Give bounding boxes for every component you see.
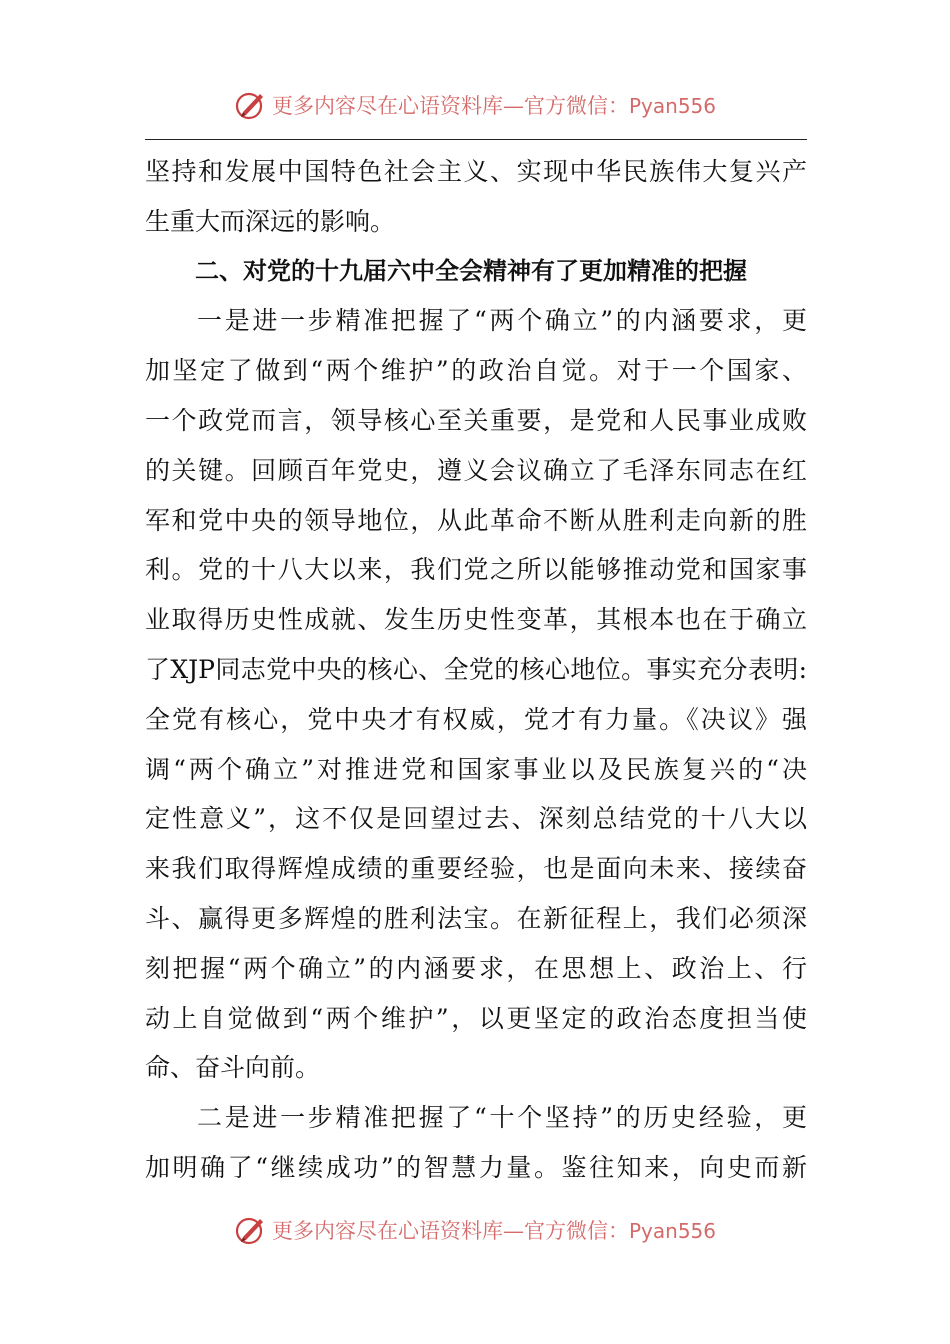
text-line: 一个政党而言，领导核心至关重要，是党和人民事业成败 xyxy=(145,405,807,435)
text-line: 军和党中央的领导地位，从此革命不断从胜利走向新的胜 xyxy=(145,505,807,535)
text-line: 加坚定了做到“两个维护”的政治自觉。对于一个国家、 xyxy=(145,356,807,386)
text-line: 斗、赢得更多辉煌的胜利法宝。在新征程上，我们必须深 xyxy=(145,903,807,933)
text-line: 一是进一步精准把握了“两个确立”的内涵要求，更 xyxy=(197,306,807,336)
header-banner xyxy=(0,83,950,127)
text-line: 利。党的十八大以来，我们党之所以能够推动党和国家事 xyxy=(145,555,807,585)
text-line: 坚持和发展中国特色社会主义、实现中华民族伟大复兴产 xyxy=(145,157,807,186)
text-line: 定性意义”，这不仅是回望过去、深刻总结党的十八大以 xyxy=(145,804,807,834)
text-line: 的关键。回顾百年党史，遵义会议确立了毛泽东同志在红 xyxy=(145,455,807,485)
header-wechat-id: Pyan556 xyxy=(628,94,716,118)
header-rule xyxy=(145,139,807,140)
text-line: 动上自觉做到“两个维护”，以更坚定的政治态度担当使 xyxy=(145,1003,807,1033)
footer-banner xyxy=(0,1208,950,1252)
text-line: 加明确了“继续成功”的智慧力量。鉴往知来，向史而新 xyxy=(145,1152,807,1182)
pen-logo-icon xyxy=(234,1213,268,1247)
footer-banner-text: 更多内容尽在心语资料库—官方微信：Pyan556 xyxy=(271,1219,716,1243)
section-heading: 二、对党的十九届六中全会精神有了更加精准的把握 xyxy=(195,256,747,285)
text-line: 业取得历史性成就、发生历史性变革，其根本也在于确立 xyxy=(145,605,807,635)
text-line: 刻把握“两个确立”的内涵要求，在思想上、政治上、行 xyxy=(145,953,807,983)
text-line: 来我们取得辉煌成绩的重要经验，也是面向未来、接续奋 xyxy=(145,854,807,884)
text-line: 生重大而深远的影响。 xyxy=(145,206,396,236)
text-line: 调“两个确立”对推进党和国家事业以及民族复兴的“决 xyxy=(145,754,807,784)
text-line: 全党有核心，党中央才有权威，党才有力量。《决议》强 xyxy=(145,704,807,734)
footer-wechat-id: Pyan556 xyxy=(628,1219,716,1243)
text-line: 命、奋斗向前。 xyxy=(145,1053,321,1083)
text-line: 二是进一步精准把握了“十个坚持”的历史经验，更 xyxy=(197,1103,807,1133)
pen-logo-icon xyxy=(234,88,268,122)
header-banner-text: 更多内容尽在心语资料库—官方微信：Pyan556 xyxy=(271,94,716,118)
text-line: 了XJP同志党中央的核心、全党的核心地位。事实充分表明: xyxy=(145,654,807,684)
document-body xyxy=(145,147,807,1193)
